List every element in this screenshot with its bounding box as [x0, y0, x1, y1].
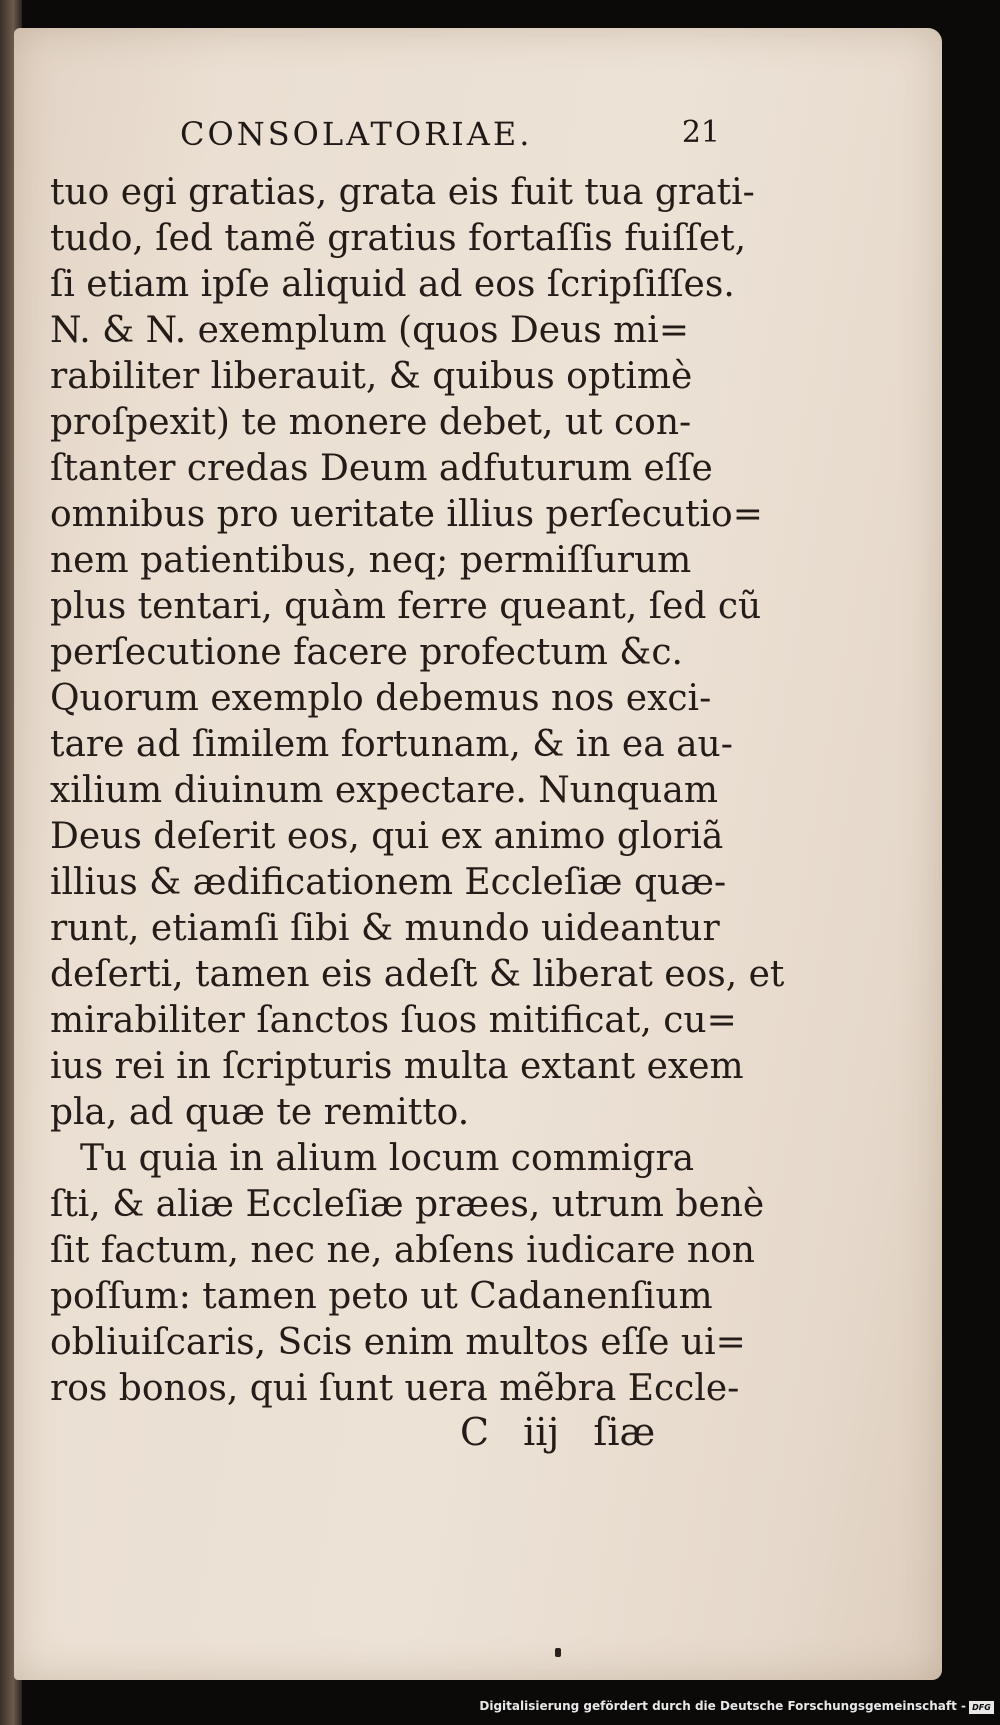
digitization-footer [0, 1697, 1000, 1725]
text-line: tudo, ſed tamẽ gratius fortaſſis fuiſſet, [50, 218, 747, 259]
text-line: Quorum exemplo debemus nos exci- [50, 678, 712, 719]
funding-credit: Digitalisierung gefördert durch die Deutsche Forschungsgemeinschaft - [479, 1699, 966, 1713]
running-head: CONSOLATORIAE. [180, 115, 533, 153]
text-line: ſi etiam ipſe aliquid ad eos ſcripſiſſes. [50, 264, 735, 305]
text-line: N. & N. exemplum (quos Deus mi= [50, 310, 689, 351]
text-line: ros bonos, qui ſunt uera mẽbra Eccle- [50, 1368, 740, 1409]
text-line: xilium diuinum expectare. Nunquam [50, 770, 718, 811]
ink-speck [555, 1648, 561, 1657]
text-line: Deus deſerit eos, qui ex animo gloriã [50, 816, 724, 857]
page-header [180, 115, 720, 155]
text-line: tare ad ſimilem fortunam, & in ea au- [50, 724, 733, 765]
text-line: ius rei in ſcripturis multa extant exem [50, 1046, 744, 1087]
text-line: plus tentari, quàm ferre queant, ſed cũ [50, 586, 762, 627]
dfg-logo-icon: DFG [969, 1701, 994, 1714]
text-line: obliuiſcaris, Scis enim multos eſſe ui= [50, 1322, 746, 1363]
text-line: runt, etiamſi ſibi & mundo uideantur [50, 908, 720, 949]
text-line: proſpexit) te monere debet, ut con- [50, 402, 692, 443]
text-line: pla, ad quæ te remitto. [50, 1092, 470, 1133]
text-line: omnibus pro ueritate illius perſecutio= [50, 494, 763, 535]
body-text [50, 170, 785, 1412]
text-line-indented: Tu quia in alium locum commigra [80, 1138, 695, 1179]
text-line: nem patientibus, neq; permiſſurum [50, 540, 692, 581]
text-line: illius & ædificationem Eccleſiæ quæ- [50, 862, 727, 903]
text-line: ſtanter credas Deum adfuturum eſſe [50, 448, 713, 489]
text-line: ſti, & aliæ Eccleſiæ præes, utrum benè [50, 1184, 765, 1225]
text-line: tuo egi gratias, grata eis fuit tua grati- [50, 172, 755, 213]
text-line: rabiliter liberauit, & quibus optimè [50, 356, 693, 397]
page-number: 21 [681, 115, 720, 150]
text-line: poſſum: tamen peto ut Cadanenſium [50, 1276, 713, 1317]
text-line: ſit factum, nec ne, abſens iudicare non [50, 1230, 755, 1271]
text-line: deſerti, tamen eis adeſt & liberat eos, et [50, 954, 785, 995]
signature-and-catchword: C iij ſiæ [460, 1410, 656, 1454]
text-line: mirabiliter ſanctos ſuos mitificat, cu= [50, 1000, 737, 1041]
text-line: perſecutione facere profectum &c. [50, 632, 683, 673]
